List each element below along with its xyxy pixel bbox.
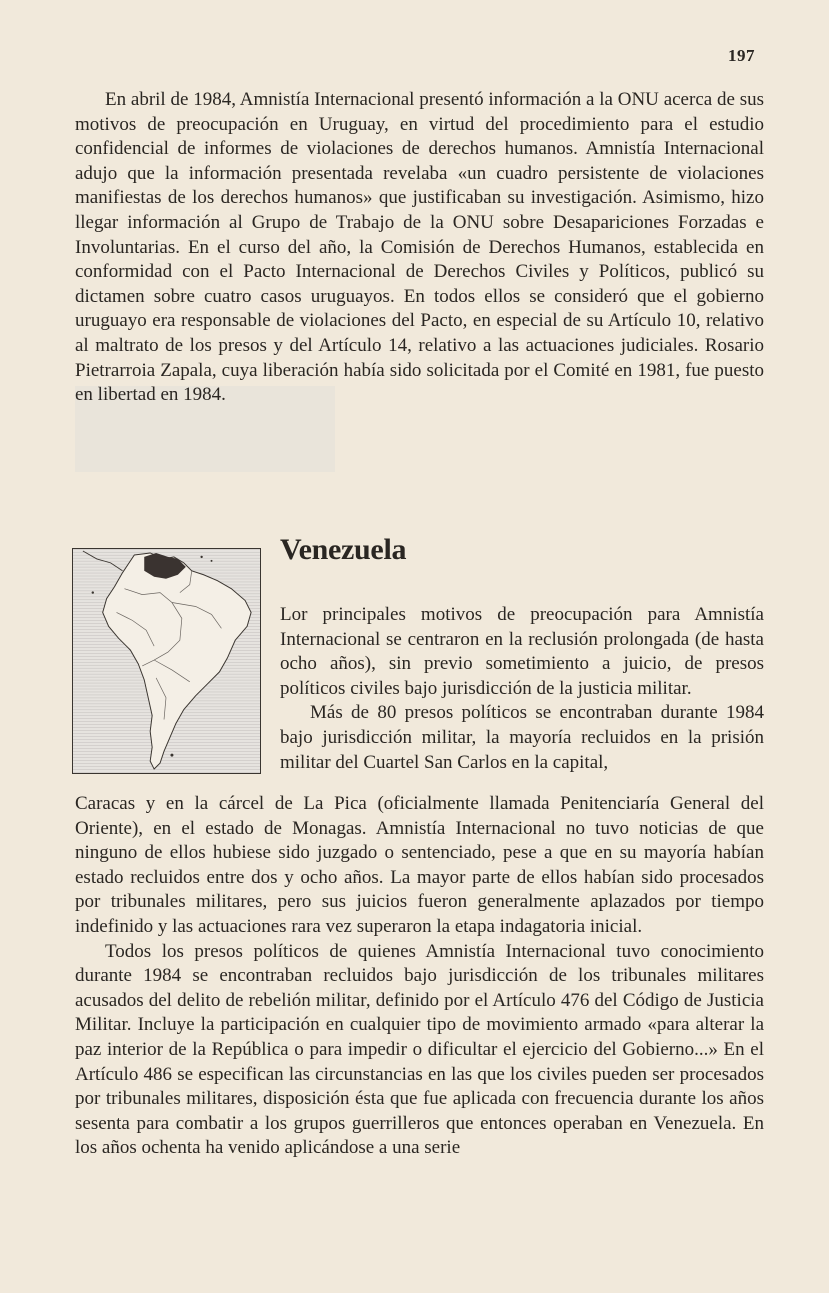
body-paragraph: Caracas y en la cárcel de La Pica (oficialmente llamada Penitenciaría General del Oriente), en el estado de Monagas. Amnistía Internacional no tuvo noticias de que ninguno de ellos hubiese sido juzgado o sentenciado, pese a que en su mayoría habían estado recluidos entre dos y ocho años. La mayor parte de ellos habían sido procesados por tribunales militares, pero sus juicios fueron generalmente aplazados por tiempo indefinido y las actuaciones rara vez superaron la etapa indagatoria inicial. (75, 793, 764, 937)
intro-text (75, 88, 764, 408)
section-title: Venezuela (280, 533, 407, 566)
body-paragraph: Todos los presos políticos de quienes Amnistía Internacional tuvo conocimiento durante 1984 se encontraban recluidos bajo jurisdicción de los tribunales militares acusados del delito de rebelión militar, definido por el Artículo 476 del Código de Justicia Militar. Incluye la participación en cualquier tipo de movimiento armado «para alterar la paz interior de la República o para impedir o dificultar el ejercicio del Gobierno...» En el Artículo 486 se especifican las circunstancias en las que los civiles pueden ser procesados por tribunales militares, disposición ésta que fue aplicada con frecuencia durante los años sesenta para combatir a los grupos guerrilleros que entonces operaban en Venezuela. En los años ochenta ha venido aplicándose a una serie (75, 940, 764, 1159)
body-text (75, 792, 764, 1161)
column-paragraph: Lor principales motivos de preocupación para Amnistía Internacional se centraron en la reclusión prolongada (de hasta ocho años), sin previo sometimiento a juicio, de presos políticos civiles bajo jurisdicción de la justicia militar. (280, 604, 764, 699)
column-paragraph: Más de 80 presos políticos se encontraban durante 1984 bajo jurisdicción militar, la mayoría recluidos en la prisión militar del Cuartel San Carlos en la capital, (280, 702, 764, 773)
column-text (280, 603, 764, 775)
page-number: 197 (728, 46, 755, 65)
south-america-map-icon (72, 548, 261, 774)
intro-paragraph: En abril de 1984, Amnistía Internacional presentó información a la ONU acerca de sus motivos de preocupación en Uruguay, en virtud del procedimiento para el estudio confidencial de informes de violaciones de derechos humanos. Amnistía Internacional adujo que la información presentada revelaba «un cuadro persistente de violaciones manifiestas de los derechos humanos» que justificaban su investigación. Asimismo, hizo llegar información al Grupo de Trabajo de la ONU sobre Desapariciones Forzadas e Involuntarias. En el curso del año, la Comisión de Derechos Humanos, establecida en conformidad con el Pacto Internacional de Derechos Civiles y Políticos, publicó su dictamen sobre cuatro casos uruguayos. En todos ellos se consideró que el gobierno uruguayo era responsable de violaciones del Pacto, en especial de su Artículo 10, relativo al maltrato de los presos y del Artículo 14, relativo a las actuaciones judiciales. Rosario Pietrarroia Zapala, cuya liberación había sido solicitada por el Comité en 1981, fue puesto en libertad en 1984. (75, 89, 764, 406)
